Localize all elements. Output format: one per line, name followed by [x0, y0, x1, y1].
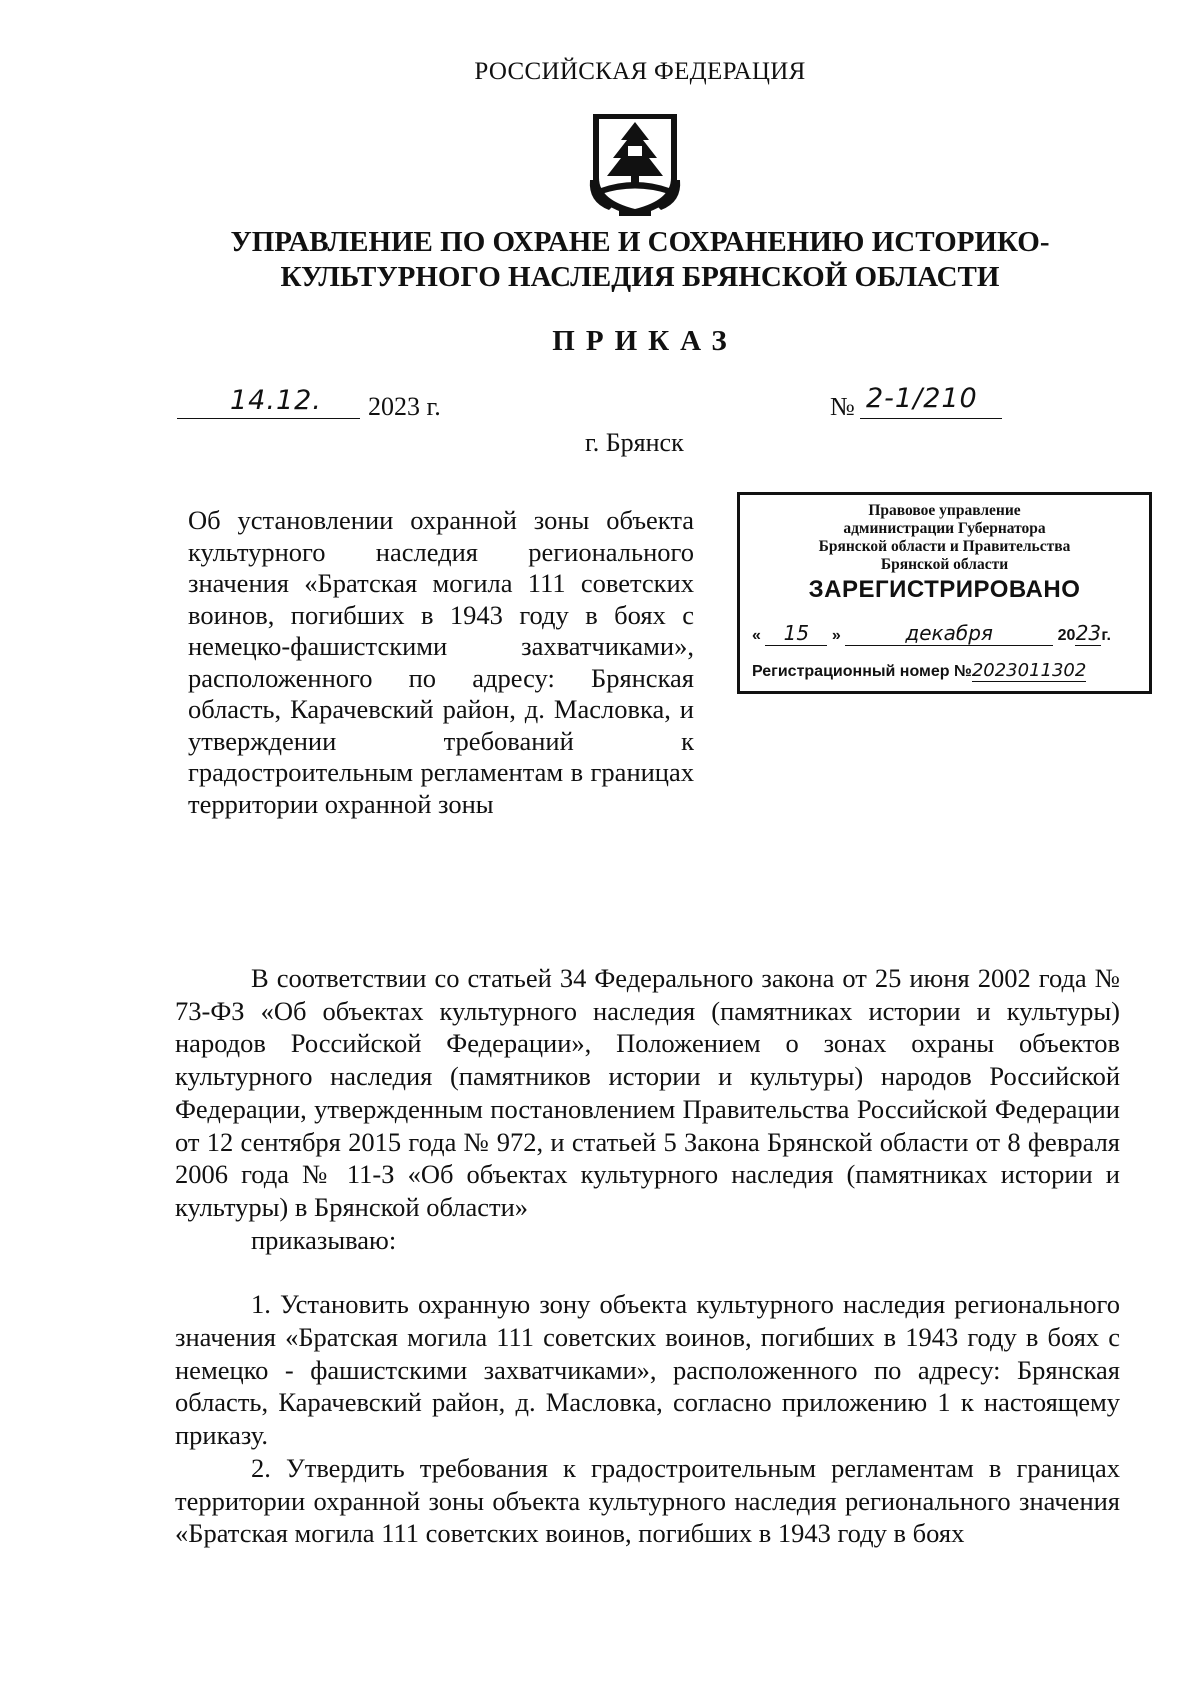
handwritten-date: 14.12. — [230, 385, 322, 416]
order-item-1: 1. Установить охранную зону объекта культурного наследия регионального значения «Братская могила 111 советских воинов, погибших в 1943 году в боях с немецко - фашистскими захватчиками», расположенного по адресу: Брянская область, Карачевский район, д. Масловка, согласно приложению 1 к настоящему приказу. — [175, 1289, 1120, 1451]
order-number-label: № — [830, 392, 855, 421]
stamp-line-4: Брянской области — [880, 556, 1009, 573]
handwritten-order-number: 2-1/210 — [866, 383, 978, 414]
agency-name — [0, 225, 1200, 295]
stamp-quote-open: « — [752, 627, 761, 644]
stamp-year-field — [1075, 621, 1101, 646]
agency-name-line-2: КУЛЬТУРНОГО НАСЛЕДИЯ БРЯНСКОЙ ОБЛАСТИ — [280, 261, 1000, 293]
order-word: приказываю: — [251, 1224, 397, 1255]
stamp-line-3: Брянской области и Правительства — [818, 538, 1071, 555]
agency-name-line-1: УПРАВЛЕНИЕ ПО ОХРАНЕ И СОХРАНЕНИЮ ИСТОРИКО- — [230, 226, 1050, 258]
stamp-date-row — [752, 621, 1111, 646]
registration-stamp — [737, 492, 1152, 694]
stamp-line-2: администрации Губернатора — [843, 520, 1046, 537]
stamp-day-handwritten: 15 — [783, 621, 810, 645]
stamp-year-prefix: 20 — [1057, 627, 1076, 644]
stamp-reg-number-field — [972, 660, 1087, 682]
order-item-2: 2. Утвердить требования к градостроительным регламентам в границах территории охранной зоны объекта культурного наследия регионального значения «Братская могила 111 советских воинов, погибших в 1943 году в боях — [175, 1452, 1120, 1549]
stamp-reg-number-handwritten: 2023011302 — [971, 660, 1087, 681]
order-subject: Об установлении охранной зоны объекта культурного наследия регионального значения «Братская могила 111 советских воинов, погибших в 1943 году в боях с немецко-фашистскими захватчиками», расположенного по адресу: Брянская область, Карачевский район, д. Масловка, и утверждении требований к градостроительным регламентам в границах территории охранной зоны — [188, 505, 694, 819]
stamp-registered: ЗАРЕГИСТРИРОВАНО — [808, 576, 1081, 603]
stamp-organization — [740, 502, 1149, 574]
stamp-month-handwritten: декабря — [905, 621, 993, 645]
order-body — [175, 962, 1120, 1550]
preamble-paragraph: В соответствии со статьей 34 Федерального закона от 25 июня 2002 года № 73-ФЗ «Об объектах культурного наследия (памятниках истории и культуры) народов Российской Федерации», Положением о зонах охраны объектов культурного наследия (памятников истории и культуры) народов Российской Федерации, утвержденным постановлением Правительства Российской Федерации от 12 сентября 2015 года № 972, и статьей 5 Закона Брянской области от 8 февраля 2006 года № 11-З «Об объектах культурного наследия (памятниках истории и культуры) в Брянской области» — [175, 963, 1120, 1222]
stamp-quote-close: » — [831, 627, 841, 644]
stamp-reg-number-row — [752, 660, 1086, 682]
stamp-year-handwritten: 23 — [1075, 621, 1102, 645]
stamp-reg-label: Регистрационный номер № — [752, 663, 972, 680]
coat-of-arms-emblem — [587, 110, 683, 220]
document-type-title: ПРИКАЗ — [552, 325, 738, 357]
stamp-month-field — [845, 621, 1053, 646]
stamp-year-suffix: г. — [1101, 627, 1111, 644]
stamp-line-1: Правовое управление — [868, 502, 1021, 519]
country-heading: РОССИЙСКАЯ ФЕДЕРАЦИЯ — [474, 58, 806, 85]
order-year: 2023 г. — [368, 392, 441, 421]
city: г. Брянск — [585, 428, 684, 457]
stamp-day-field — [765, 621, 827, 646]
